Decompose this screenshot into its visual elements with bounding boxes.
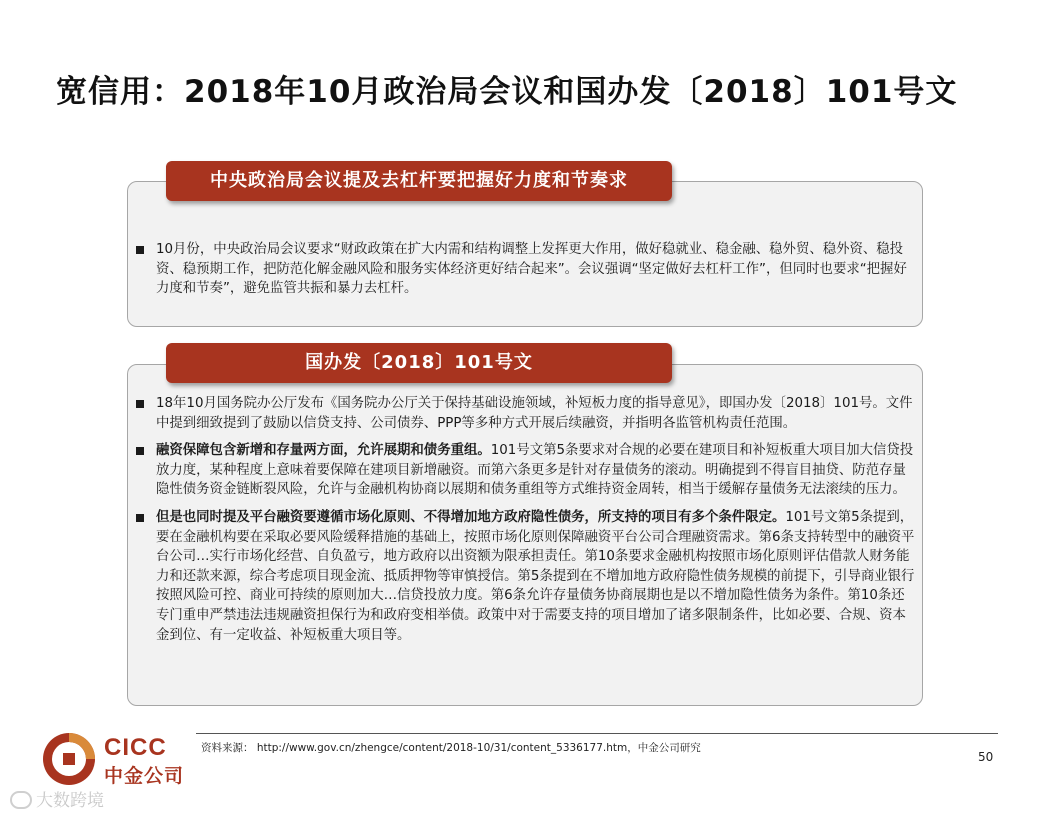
source-note: 资料来源： http://www.gov.cn/zhengce/content/2018-10/31/content_5336177.htm，中金公司研究	[201, 742, 701, 754]
square-bullet-icon	[136, 246, 144, 254]
bullet-text: 18年10月国务院办公厅发布《国务院办公厅关于保持基础设施领域，补短板力度的指导意见》，即国办发〔2018〕101号。文件中提到细致提到了鼓励以信贷支持、公司债券、PPP等多种方式开展后续融资，并指明各监管机构责任范围。	[156, 396, 913, 431]
bullet-item	[134, 240, 916, 299]
page-number: 50	[978, 750, 994, 764]
logo-text-en: CICC	[104, 734, 167, 761]
section-heading-doc101: 国办发〔2018〕101号文	[166, 343, 672, 383]
bullet-list-politburo	[134, 240, 916, 307]
bullet-text: 101号文第5条要求对合规的必要在建项目和补短板重大项目加大信贷投放力度，某种程度上意味着要保障在建项目新增融资。而第六条更多是针对存量债务的滚动。明确提到不得盲目抽贷、防范存量隐性债务资金链断裂风险，允许与金融机构协商以展期和债务重组等方式维持资金周转，相当于缓解存量债务无法滚续的压力。	[156, 443, 914, 498]
cicc-logo	[40, 730, 200, 788]
section-heading-politburo: 中央政治局会议提及去杠杆要把握好力度和节奏求	[166, 161, 672, 201]
cicc-coin-icon	[40, 730, 98, 788]
slide-title: 宽信用：2018年10月政治局会议和国办发〔2018〕101号文	[56, 74, 958, 110]
square-bullet-icon	[136, 514, 144, 522]
bullet-list-doc101	[134, 394, 916, 653]
bullet-item	[134, 394, 916, 433]
square-bullet-icon	[136, 400, 144, 408]
bullet-item	[134, 441, 916, 500]
bullet-item	[134, 508, 916, 645]
bullet-bold-text: 但是也同时提及平台融资要遵循市场化原则、不得增加地方政府隐性债务，所支持的项目有多个条件限定。	[156, 509, 786, 525]
footer-divider	[196, 733, 998, 734]
chain-link-icon	[10, 791, 32, 809]
bullet-bold-text: 融资保障包含新增和存量两方面，允许展期和债务重组。	[156, 443, 491, 459]
bullet-text: 10月份，中央政治局会议要求“财政政策在扩大内需和结构调整上发挥更大作用，做好稳就业、稳金融、稳外贸、稳外资、稳投资、稳预期工作，把防范化解金融风险和服务实体经济更好结合起来”。会议强调“坚定做好去杠杆工作”，但同时也要求“把握好力度和节奏”，避免监管共振和暴力去杠杆。	[156, 242, 907, 297]
watermark	[10, 786, 104, 811]
square-bullet-icon	[136, 447, 144, 455]
bullet-text: 101号文第5条提到，要在金融机构要在采取必要风险缓释措施的基础上，按照市场化原则保障融资平台公司合理融资需求。第6条支持转型中的融资平台公司…实行市场化经营、自负盈亏，地方政府以出资额为限承担责任。第10条要求金融机构按照市场化原则评估借款人财务能力和还款来源，综合考虑项目现金流、抵质押物等审慎授信。第5条提到在不增加地方政府隐性债务规模的前提下，引导商业银行按照风险可控、商业可持续的原则加大…信贷投放力度。第6条允许存量债务协商展期也是以不增加隐性债务为条件。第10条还专门重申严禁违法违规融资担保行为和政府变相举债。政策中对于需要支持的项目增加了诸多限制条件，比如必要、合规、资本金到位、有一定收益、补短板重大项目等。	[156, 509, 915, 643]
logo-text-cn: 中金公司	[104, 765, 185, 787]
watermark-text: 大数跨境	[36, 791, 104, 811]
